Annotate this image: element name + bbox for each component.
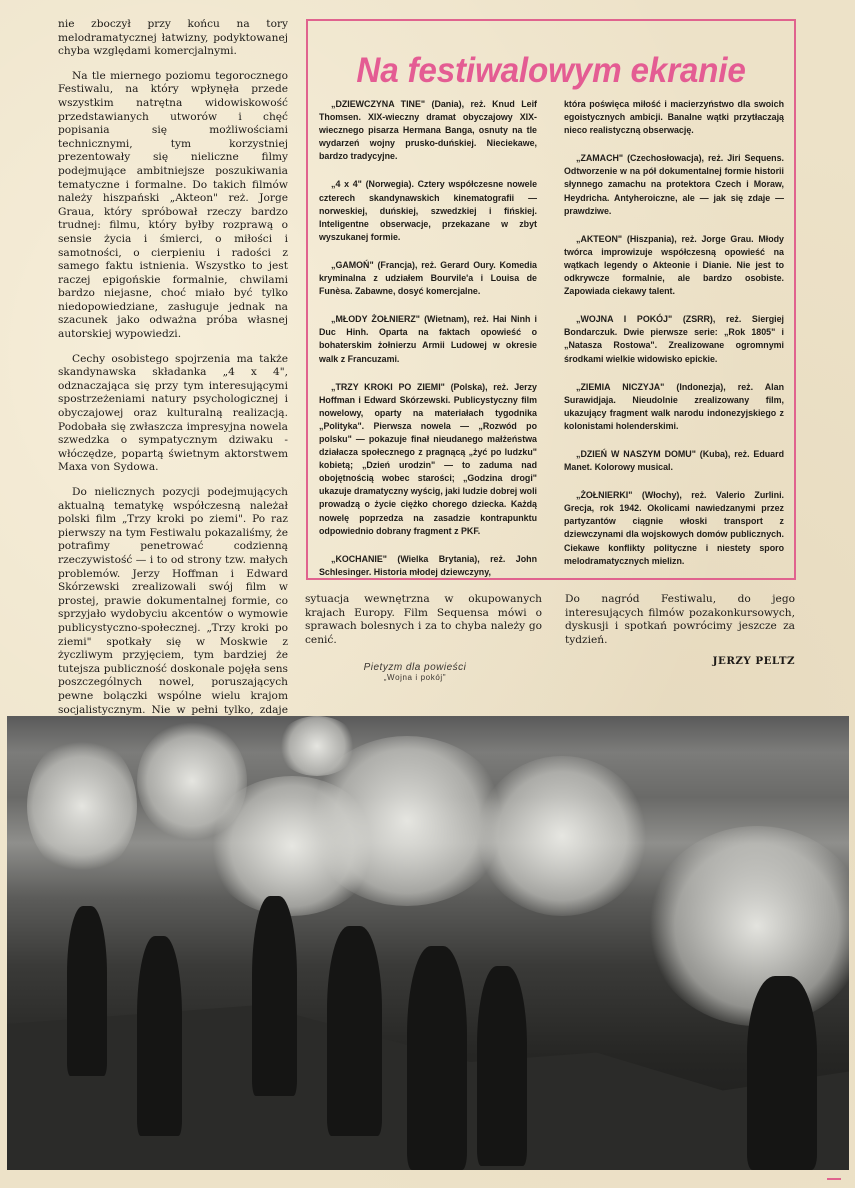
film-entry: „ZAMACH" (Czechosłowacja), reż. Jiri Sequens. Odtworzenie w na pół dokumentalnej formie historii słynnego zamachu na protektora Czech i Moraw, Heydricha. Antyheroiczne, ale — jak się zdaje — prawdziwe. bbox=[564, 153, 784, 216]
paragraph: Na tle miernego poziomu tegorocznego Festiwalu, na który wpłynęła przede wszystkim natrętna widowiskowość przedstawianych utworów i chęć popisania się możliwościami technicznymi, tym korzystniej prezentowały się nieliczne filmy podejmujące ambitniejsze poszukiwania tematyczne i formalne. Do takich filmów należy hiszpański „Akteon" reż. Jorge Graua, który spróbował rzeczy bardzo trudnej: filmu, który byłby rozprawą o sensie życia i śmierci, o miłości i samotności, o cierpieniu i radości z samego faktu istnienia. Wszystko to jest raczej epigońskie formalnie, chwilami bardzo niejasne, choć miało być tylko niedopowiedziane, zasługuje jednak na szacunek jako odważna próba własnej autorskiej wypowiedzi. bbox=[58, 69, 288, 341]
article-column-right bbox=[565, 593, 795, 669]
box-title: Na festiwalowym ekranie bbox=[356, 51, 746, 90]
caption-line-1: Pietyzm dla powieści bbox=[363, 662, 467, 673]
film-entry: „TRZY KROKI PO ZIEMI" (Polska), reż. Jerzy Hoffman i Edward Skórzewski. Publicystyczny film nowelowy, oparty na materiałach tygodnika „Polityka". Pierwsza nowela — „Rozwód po polsku" — pokazuje finał nieudanego małżeństwa działacza społecznego z pragnącą „żyć po ludzku" kobietą; „Dzień urodzin" — to zaduma nad obojętnością wobec starości; „Godzina drogi" ukazuje dramatyczny wyścig, jaki ludzie dobrej woli prowadzą o życie ciężko chorego dziecka. Każdą nowelę poprzedza na zasadzie kontrapunktu odpowiednio dobrany fragment z PKF. bbox=[319, 381, 537, 536]
soldier-figure bbox=[747, 976, 817, 1170]
film-entry: „DZIEWCZYNA TINE" (Dania), reż. Knud Leif Thomsen. XIX-wieczny dramat obyczajowy XIX-wiecznego pisarza Hermana Banga, osnuty na tle wydarzeń wojny prusko-duńskiej. Nieciekawe, bardzo tradycyjne. bbox=[319, 99, 537, 162]
soldier-figure bbox=[407, 946, 467, 1170]
paragraph: Cechy osobistego spojrzenia ma także skandynawska składanka „4 x 4", odznaczająca się przy tym interesującymi spostrzeżeniami natury psychologicznej i obyczajowej oraz kulturalną realizacją. Podobała się zwłaszcza impresyjna nowela szwedzka o sympatycznym dziwaku - włóczędze, popartą świetnym aktorstwem Maxa von Sydowa. bbox=[58, 352, 288, 474]
smoke-cloud bbox=[27, 736, 137, 876]
page-mark bbox=[827, 1178, 841, 1180]
soldier-figure bbox=[252, 896, 297, 1096]
smoke-cloud bbox=[477, 756, 647, 916]
film-entry-continuation: która poświęca miłość i macierzyństwo dla swoich egoistycznych ambicji. Banalne wątki przytłaczają nieco realistyczną obserwację. bbox=[564, 99, 784, 136]
film-entry: „WOJNA I POKÓJ" (ZSRR), reż. Siergiej Bondarczuk. Dwie pierwsze serie: „Rok 1805" i „Natasza Rostowa". Zrealizowane ogromnymi środkami wielkie widowisko epickie. bbox=[564, 314, 784, 364]
photo-caption bbox=[340, 662, 490, 682]
soldier-figure bbox=[137, 936, 182, 1136]
film-entry: „AKTEON" (Hiszpania), reż. Jorge Grau. Młody twórca improwizuje współczesną opowieść na wątkach legendy o Akteonie i Dianie. Nie jest to odkrywcze formalnie, ale bardzo osobiste. Zapowiada ciekawy talent. bbox=[564, 233, 784, 297]
box-column-1 bbox=[319, 98, 537, 594]
film-entry: „GAMOŃ" (Francja), reż. Gerard Oury. Komedia kryminalna z udziałem Bourvile'a i Louisa de Funèsa. Zabawne, dosyć komercjalne. bbox=[319, 259, 537, 297]
film-entry: „MŁODY ŻOŁNIERZ" (Wietnam), reż. Hai Ninh i Duc Hinh. Oparta na faktach opowieść o bohaterskim żołnierzu Armii Ludowej w okresie walk z Francuzami. bbox=[319, 314, 537, 364]
article-column-middle bbox=[305, 593, 542, 658]
smoke-cloud bbox=[277, 716, 357, 776]
film-entry: „DZIEŃ W NASZYM DOMU" (Kuba), reż. Eduard Manet. Kolorowy musical. bbox=[564, 448, 784, 473]
paragraph: nie zboczył przy końcu na tory melodramatycznej łatwizny, podyktowanej chyba względami komercjalnymi. bbox=[58, 18, 288, 58]
paragraph: Do nagród Festiwalu, do jego interesujących filmów pozakonkursowych, dyskusji i spotkań powrócimy jeszcze za tydzień. bbox=[565, 593, 795, 646]
film-entry: „4 x 4" (Norwegia). Cztery współczesne nowele czterech skandynawskich kinematografii — norweskiej, duńskiej, szwedzkiej i fińskiej. Inteligentne obserwacje, przekazane w zbyt wyszukanej formie. bbox=[319, 179, 537, 242]
soldier-figure bbox=[477, 966, 527, 1166]
film-entry: „ŻOŁNIERKI" (Włochy), reż. Valerio Zurlini. Grecja, rok 1942. Okolicami nawiedzanymi przez partyzantów ciągnie włoski transport z dziewczynami dla wojskowych domów publicznych. Ciekawe konflikty polityczne i niestety sporo melodramatycznych mielizn. bbox=[564, 490, 784, 566]
festival-films-box bbox=[306, 19, 796, 580]
soldier-figure bbox=[67, 906, 107, 1076]
paragraph: sytuacja wewnętrzna w okupowanych krajach Europy. Film Sequensa mówi o sprawach bolesnych i za to chyba należy go cenić. bbox=[305, 593, 542, 646]
box-column-2 bbox=[564, 98, 784, 583]
soldier-figure bbox=[327, 926, 382, 1136]
paragraph: Do nielicznych pozycji podejmujących aktualną tematykę współczesną należał polski film „Trzy kroki po ziemi". Po raz pierwszy na tym Festiwalu pokazaliśmy, że potrafimy penetrować codzienną rzeczywistość — i to od strony tzw. małych problemów. Jerzy Hoffman i Edward Skórzewski zrealizowali swój film w prostej, prawie dokumentalnej formie, co sprzyjało wydobyciu akcentów o wymowie publicystyczno-społecznej. „Trzy kroki po ziemi" spotkały się w Moskwie z życzliwym przyjęciem, tym bardziej że tutejsza publiczność doskonale pojęła sens poszczególnych nowel, poruszających pewne bolączki wspólne wielu krajom socjalistycznym. Nie w pełni tylko, zdaje bbox=[58, 486, 288, 716]
film-entry: „ZIEMIA NICZYJA" (Indonezja), reż. Alan Surawidjaja. Nieudolnie zrealizowany film, ukazujący fragment walk narodu indonezyjskiego z kolonistami holenderskimi. bbox=[564, 381, 784, 431]
smoke-cloud bbox=[647, 826, 849, 1026]
battle-photo bbox=[7, 716, 849, 1170]
film-entry: „KOCHANIE" (Wielka Brytania), reż. John Schlesinger. Historia młodej dziewczyny, bbox=[319, 553, 537, 577]
author-signature: JERZY PELTZ bbox=[712, 655, 795, 668]
caption-line-2: „Wojna i pokój" bbox=[383, 673, 447, 682]
